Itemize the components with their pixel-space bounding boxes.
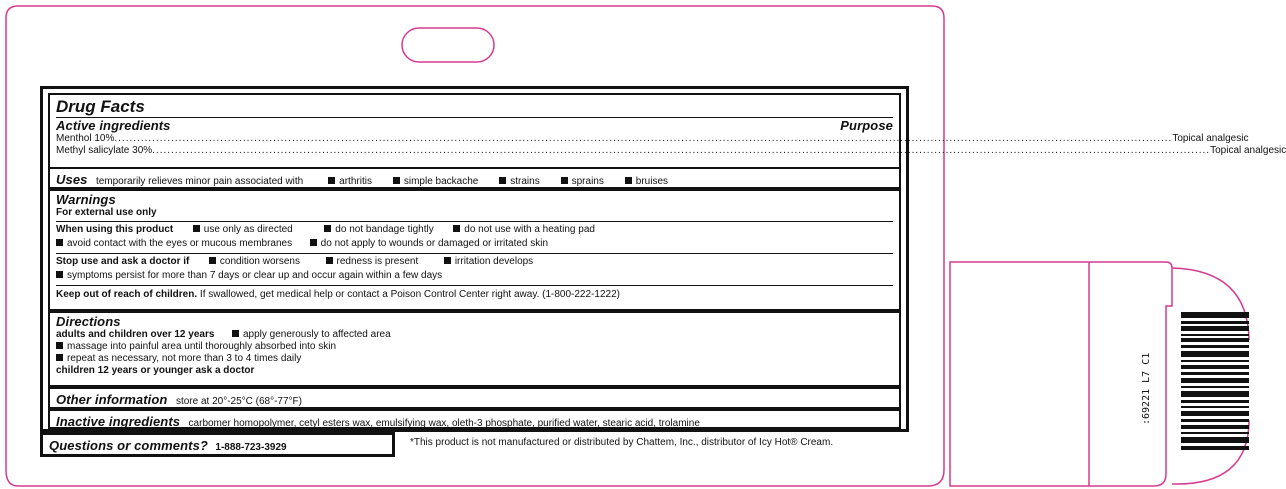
bullet-icon [444,257,451,264]
bullet-icon [209,257,216,264]
bullet-icon [56,239,63,246]
when-using-label: When using this product [56,224,174,235]
barcode-image [1181,312,1249,452]
bullet-icon [193,225,200,232]
direction-item: repeat as necessary, not more than 3 to 4 times daily [67,353,302,364]
other-information-text: store at 20°-25°C (68°-77°F) [175,396,302,407]
keep-out-label: Keep out of reach of children. [56,289,198,300]
directions-children: children 12 years or younger ask a doctor [56,365,255,376]
directions-adults-label: adults and children over 12 years [56,329,215,340]
bullet-icon [324,225,331,232]
inactive-ingredients-section [48,409,901,429]
purpose-heading: Purpose [840,118,893,133]
other-information-section [48,387,901,409]
bullet-icon [453,225,460,232]
ingredient-name: Methyl salicylate 30% [56,145,153,156]
questions-heading: Questions or comments? [49,438,208,453]
uses-intro: temporarily relieves minor pain associated with [95,176,304,187]
bullet-icon [328,177,335,184]
keep-out-text: If swallowed, get medical help or contact a Poison Control Center right away. (1-800-222-1222) [199,289,620,300]
directions-section [48,311,901,387]
other-information-heading: Other information [56,392,168,407]
use-item: arthritis [339,176,372,187]
stop-use-label: Stop use and ask a doctor if [56,256,190,267]
stop-item: symptoms persist for more than 7 days or clear up and occur again within a few days [67,270,443,281]
ingredient-purpose: Topical analgesic [1210,145,1286,156]
bullet-icon [232,330,239,337]
stop-item: irritation develops [454,256,534,267]
use-item: simple backache [403,176,479,187]
warning-item: do not apply to wounds or damaged or irritated skin [320,238,549,249]
questions-phone: 1-888-723-3929 [215,442,287,453]
bullet-icon [393,177,400,184]
ingredient-name: Menthol 10% [56,133,115,144]
use-item: strains [510,176,540,187]
disclaimer-text: *This product is not manufactured or distributed by Chattem, Inc., distributor of Icy Hot® Cream. [410,437,834,448]
warnings-heading: Warnings [56,192,116,207]
external-use-text: For external use only [56,207,157,218]
warning-item: use only as directed [203,224,293,235]
warning-item: do not use with a heating pad [464,224,595,235]
ingredient-purpose: Topical analgesic [1172,133,1249,144]
bullet-icon [326,257,333,264]
warning-item: do not bandage tightly [335,224,434,235]
active-ingredients-heading: Active ingredients [56,118,171,133]
drug-facts-title: Drug Facts [56,97,145,116]
bullet-icon [56,354,63,361]
use-item: bruises [635,176,669,187]
bullet-icon [56,271,63,278]
inactive-ingredients-heading: Inactive ingredients [56,414,181,429]
ingredient-row: Methyl salicylate 30% ........................................................................................................................................................................................................................................................................................ Topical analgesic [56,145,1286,156]
direction-item: apply generously to affected area [242,329,391,340]
warnings-section [48,189,901,311]
bullet-icon [499,177,506,184]
direction-item: massage into painful area until thoroughly absorbed into skin [67,341,337,352]
inactive-ingredients-text: carbomer homopolymer, cetyl esters wax, emulsifying wax, oleth-3 phosphate, purified water, stearic acid, trolamine [188,418,700,429]
use-item: sprains [571,176,604,187]
stop-item: redness is present [336,256,419,267]
bullet-icon [56,342,63,349]
questions-section [40,432,395,457]
directions-heading: Directions [56,314,121,329]
barcode-number: :69221 L7 C1 [1141,352,1152,425]
bullet-icon [561,177,568,184]
uses-section [48,167,901,189]
warning-item: avoid contact with the eyes or mucous membranes [67,238,293,249]
stop-item: condition worsens [219,256,300,267]
bullet-icon [310,239,317,246]
uses-heading: Uses [56,172,88,187]
active-ingredients-section [48,93,1286,169]
bullet-icon [625,177,632,184]
ingredient-row: Menthol 10% ........................................................................................................................................................................................................................................................................................ Topical analgesic [56,133,1249,144]
